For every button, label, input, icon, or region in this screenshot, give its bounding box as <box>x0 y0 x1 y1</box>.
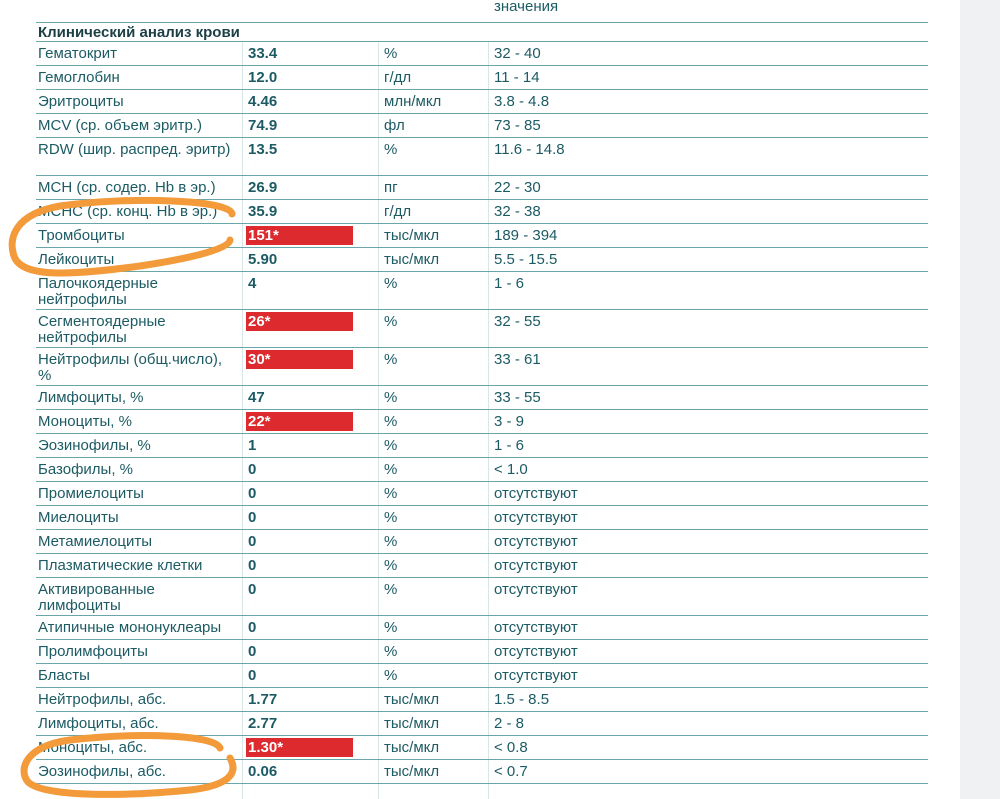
reference-range: 33 - 55 <box>494 389 541 406</box>
table-row <box>36 410 928 434</box>
table-row <box>36 348 928 386</box>
test-name: Лимфоциты, абс. <box>38 715 159 732</box>
result-value: 0 <box>248 557 257 574</box>
result-value: 47 <box>248 389 265 406</box>
result-value: 0 <box>248 643 257 660</box>
result-unit: тыс/мкл <box>384 739 440 756</box>
result-unit: тыс/мкл <box>384 763 440 780</box>
result-value: 4.46 <box>248 93 278 110</box>
test-name: Активированные лимфоциты <box>38 581 155 614</box>
reference-range: 11.6 - 14.8 <box>494 141 565 158</box>
result-unit: % <box>384 141 398 158</box>
table-row <box>36 616 928 640</box>
result-value: 0 <box>248 485 257 502</box>
test-name: Гематокрит <box>38 45 117 62</box>
flagged-result-value: 30* <box>246 350 353 369</box>
result-unit: млн/мкл <box>384 93 442 110</box>
result-value: 1.77 <box>248 691 278 708</box>
flagged-result-value: 151* <box>246 226 353 245</box>
result-value: 35.9 <box>248 203 278 220</box>
table-row <box>36 688 928 712</box>
table-row <box>36 386 928 410</box>
table-row <box>36 458 928 482</box>
reference-range: 2 - 8 <box>494 715 525 732</box>
reference-range: 5.5 - 15.5 <box>494 251 558 268</box>
reference-range: отсутствуют <box>494 557 578 574</box>
section-title: Клинический анализ крови <box>36 22 928 42</box>
result-unit: тыс/мкл <box>384 715 440 732</box>
result-unit: % <box>384 619 398 636</box>
test-name: Пролимфоциты <box>38 643 148 660</box>
test-name: MCV (ср. объем эритр.) <box>38 117 203 134</box>
table-row <box>36 506 928 530</box>
flagged-result-value: 22* <box>246 412 353 431</box>
test-name: Атипичные мононуклеары <box>38 619 222 636</box>
result-unit: % <box>384 389 398 406</box>
table-row <box>36 664 928 688</box>
result-value: 12.0 <box>248 69 278 86</box>
flagged-result-value: 1.30* <box>246 738 353 757</box>
result-unit: % <box>384 509 398 526</box>
result-unit: % <box>384 533 398 550</box>
result-value: 26.9 <box>248 179 278 196</box>
reference-range: < 0.7 <box>494 763 528 780</box>
test-name: Бласты <box>38 667 90 684</box>
result-unit: г/дл <box>384 203 412 220</box>
reference-range: 1.5 - 8.5 <box>494 691 550 708</box>
test-name: MCHC (ср. конц. Hb в эр.) <box>38 203 218 220</box>
result-value: 0 <box>248 667 257 684</box>
reference-column-header: значения <box>494 0 559 15</box>
table-row <box>36 712 928 736</box>
test-name: Моноциты, % <box>38 413 132 430</box>
test-name: Нейтрофилы, абс. <box>38 691 167 708</box>
reference-range: < 1.0 <box>494 461 528 478</box>
table-row <box>36 224 928 248</box>
test-name: Эритроциты <box>38 93 124 110</box>
table-row <box>36 310 928 348</box>
reference-range: 32 - 40 <box>494 45 541 62</box>
result-unit: % <box>384 557 398 574</box>
reference-range: отсутствуют <box>494 643 578 660</box>
result-unit: % <box>384 461 398 478</box>
result-value: 5.90 <box>248 251 278 268</box>
table-row <box>36 736 928 760</box>
reference-range: отсутствуют <box>494 485 578 502</box>
result-unit: % <box>384 351 398 368</box>
result-value: 0 <box>248 581 257 598</box>
test-name: Эозинофилы, абс. <box>38 763 166 780</box>
result-value: 0 <box>248 533 257 550</box>
result-unit: % <box>384 643 398 660</box>
test-name: Лимфоциты, % <box>38 389 144 406</box>
test-name: Нейтрофилы (общ.число), % <box>38 351 223 384</box>
result-value: 1 <box>248 437 257 454</box>
reference-range: 3 - 9 <box>494 413 525 430</box>
result-unit: пг <box>384 179 398 196</box>
reference-range: отсутствуют <box>494 533 578 550</box>
result-value: 74.9 <box>248 117 278 134</box>
test-name: MCH (ср. содер. Hb в эр.) <box>38 179 216 196</box>
table-row <box>36 530 928 554</box>
result-value: 13.5 <box>248 141 278 158</box>
result-unit: % <box>384 275 398 292</box>
reference-range: 33 - 61 <box>494 351 541 368</box>
table-row <box>36 114 928 138</box>
test-name: Лейкоциты <box>38 251 115 268</box>
reference-range: 22 - 30 <box>494 179 541 196</box>
test-name: Моноциты, абс. <box>38 739 148 756</box>
table-row <box>36 578 928 616</box>
result-unit: % <box>384 413 398 430</box>
result-unit: % <box>384 581 398 598</box>
test-name: Промиелоциты <box>38 485 144 502</box>
table-row <box>36 482 928 506</box>
table-row <box>36 272 928 310</box>
table-row <box>36 434 928 458</box>
result-unit: % <box>384 313 398 330</box>
flagged-result-value: 26* <box>246 312 353 331</box>
result-value: 2.77 <box>248 715 278 732</box>
result-value: 0 <box>248 461 257 478</box>
reference-range: отсутствуют <box>494 581 578 598</box>
reference-range: < 0.8 <box>494 739 528 756</box>
test-name: Сегментоядерные нейтрофилы <box>38 313 166 346</box>
test-name: Гемоглобин <box>38 69 120 86</box>
test-name: Метамиелоциты <box>38 533 152 550</box>
result-unit: % <box>384 667 398 684</box>
reference-range: 32 - 38 <box>494 203 541 220</box>
test-name: Тромбоциты <box>38 227 125 244</box>
result-value: 0 <box>248 509 257 526</box>
test-name: Эозинофилы, % <box>38 437 151 454</box>
reference-range: 1 - 6 <box>494 275 525 292</box>
test-name: Плазматические клетки <box>38 557 203 574</box>
test-name: RDW (шир. распред. эритр) <box>38 141 231 158</box>
reference-range: отсутствуют <box>494 509 578 526</box>
table-row <box>36 42 928 66</box>
result-value: 0 <box>248 619 257 636</box>
table-row <box>36 176 928 200</box>
result-unit: % <box>384 485 398 502</box>
table-row <box>36 138 928 176</box>
reference-range: отсутствуют <box>494 619 578 636</box>
table-row <box>36 554 928 578</box>
test-name: Базофилы, % <box>38 461 133 478</box>
result-unit: фл <box>384 117 405 134</box>
reference-range: 3.8 - 4.8 <box>494 93 550 110</box>
result-value: 0.06 <box>248 763 278 780</box>
table-row <box>36 200 928 224</box>
table-row <box>36 66 928 90</box>
table-row <box>36 640 928 664</box>
table-row <box>36 248 928 272</box>
reference-range: отсутствуют <box>494 667 578 684</box>
table-row <box>36 90 928 114</box>
result-unit: г/дл <box>384 69 412 86</box>
result-unit: % <box>384 437 398 454</box>
test-name: Миелоциты <box>38 509 119 526</box>
reference-range: 1 - 6 <box>494 437 525 454</box>
result-value: 4 <box>248 275 257 292</box>
result-unit: тыс/мкл <box>384 251 440 268</box>
result-value: 33.4 <box>248 45 278 62</box>
result-unit: тыс/мкл <box>384 227 440 244</box>
reference-range: 73 - 85 <box>494 117 541 134</box>
test-name: Палочкоядерные нейтрофилы <box>38 275 158 308</box>
reference-range: 189 - 394 <box>494 227 558 244</box>
reference-range: 32 - 55 <box>494 313 541 330</box>
reference-range: 11 - 14 <box>494 69 540 86</box>
result-unit: % <box>384 45 398 62</box>
table-row <box>36 760 928 784</box>
result-unit: тыс/мкл <box>384 691 440 708</box>
